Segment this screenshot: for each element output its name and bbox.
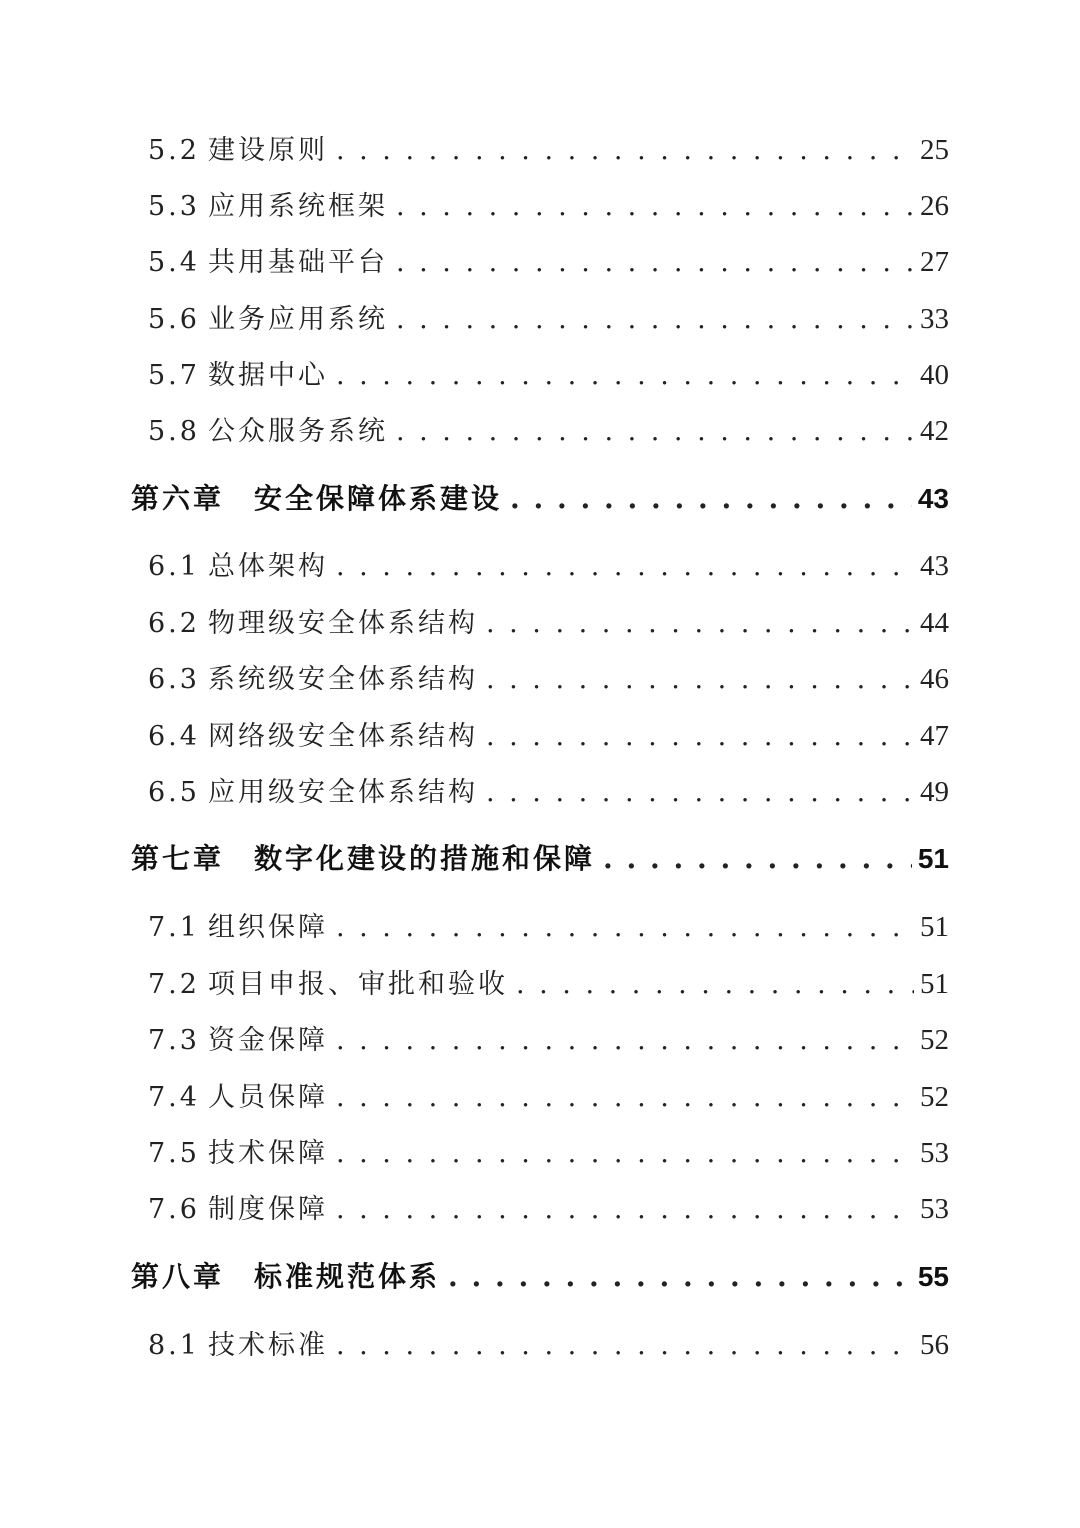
section-title: 物理级安全体系结构 [207,608,478,639]
toc-entry[interactable] [148,355,949,395]
toc-entry[interactable] [148,659,949,699]
page-number: 49 [920,776,949,808]
dot-leader [336,1190,914,1230]
toc-entry[interactable] [148,716,949,756]
section-number: 7.6 [148,1194,200,1225]
page-number: 51 [920,968,949,1000]
toc-entry[interactable] [148,1133,949,1173]
dot-leader [516,965,914,1005]
toc-chapter-entry[interactable] [131,479,949,519]
page-number: 46 [920,663,949,695]
section-number: 7.1 [148,912,200,943]
page-number: 26 [920,190,949,222]
section-title: 业务应用系统 [207,304,388,335]
chapter-title: 数字化建设的措施和保障 [254,842,596,875]
toc-entry[interactable] [148,546,949,586]
dot-leader [396,412,914,452]
toc-entry[interactable] [148,299,949,339]
section-title: 建设原则 [207,135,328,166]
section-number: 5.6 [148,304,200,335]
toc-entry[interactable] [148,1077,949,1117]
dot-leader [336,1021,914,1061]
page-number: 42 [920,415,949,447]
page-number: 40 [920,359,949,391]
toc-entry[interactable] [148,411,949,451]
section-title: 共用基础平台 [207,247,388,278]
chapter-title: 标准规范体系 [254,1260,441,1293]
dot-leader [396,187,914,227]
dot-leader [396,300,914,340]
page-number: 33 [920,303,949,335]
chapter-number: 第七章 [131,842,225,875]
section-title: 公众服务系统 [207,416,388,447]
dot-leader [486,604,914,644]
chapter-number: 第六章 [131,482,225,515]
dot-leader [448,1257,912,1297]
section-number: 5.8 [148,416,200,447]
toc-entry[interactable] [148,1325,949,1365]
section-number: 5.3 [148,191,200,222]
section-title: 技术保障 [207,1138,328,1169]
toc-entry[interactable] [148,1189,949,1229]
section-title: 制度保障 [207,1194,328,1225]
dot-leader [336,1134,914,1174]
dot-leader [336,356,914,396]
toc-chapter-entry[interactable] [131,1257,949,1297]
toc-entry[interactable] [148,603,949,643]
dot-leader [336,1078,914,1118]
section-number: 5.7 [148,360,200,391]
section-number: 7.3 [148,1025,200,1056]
page-number: 51 [920,911,949,943]
section-title: 技术标准 [207,1330,328,1361]
section-number: 7.2 [148,969,200,1000]
section-title: 应用级安全体系结构 [207,777,478,808]
section-number: 5.2 [148,135,200,166]
toc-entry[interactable] [148,1020,949,1060]
section-number: 7.4 [148,1082,200,1113]
page-number: 53 [920,1137,949,1169]
dot-leader [336,131,914,171]
section-title: 数据中心 [207,360,328,391]
section-number: 6.5 [148,777,200,808]
toc-entry[interactable] [148,772,949,812]
page-number: 43 [917,483,949,514]
toc-entry[interactable] [148,242,949,282]
section-title: 人员保障 [207,1082,328,1113]
section-number: 6.3 [148,664,200,695]
toc-entry[interactable] [148,186,949,226]
toc-chapter-entry[interactable] [131,839,949,879]
page-number: 25 [920,134,949,166]
page-number: 44 [920,607,949,639]
toc-entry[interactable] [148,130,949,170]
section-title: 网络级安全体系结构 [207,721,478,752]
page-number: 56 [920,1329,949,1361]
section-number: 6.4 [148,721,200,752]
dot-leader [486,660,914,700]
section-number: 6.1 [148,551,200,582]
dot-leader [336,547,914,587]
dot-leader [396,243,914,283]
section-title: 总体架构 [207,551,328,582]
toc-entry[interactable] [148,907,949,947]
section-number: 5.4 [148,247,200,278]
toc-entry[interactable] [148,964,949,1004]
page-number: 51 [917,843,949,874]
section-title: 应用系统框架 [207,191,388,222]
section-number: 7.5 [148,1138,200,1169]
dot-leader [336,1326,914,1366]
section-number: 6.2 [148,608,200,639]
section-title: 资金保障 [207,1025,328,1056]
page-number: 55 [917,1261,949,1292]
chapter-number: 第八章 [131,1260,225,1293]
dot-leader [486,717,914,757]
page-number: 43 [920,550,949,582]
dot-leader [486,773,914,813]
section-title: 组织保障 [207,912,328,943]
section-number: 8.1 [148,1330,200,1361]
page-number: 53 [920,1193,949,1225]
page-number: 52 [920,1024,949,1056]
dot-leader [510,479,912,519]
section-title: 系统级安全体系结构 [207,664,478,695]
page-number: 47 [920,720,949,752]
dot-leader [603,839,912,879]
dot-leader [336,908,914,948]
page-number: 27 [920,246,949,278]
page-number: 52 [920,1081,949,1113]
chapter-title: 安全保障体系建设 [254,482,503,515]
section-title: 项目申报、审批和验收 [207,969,508,1000]
